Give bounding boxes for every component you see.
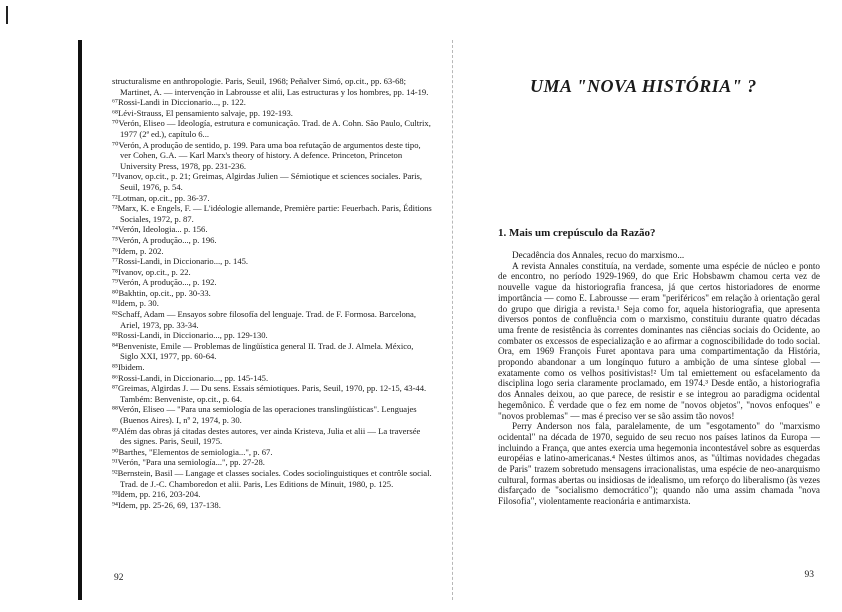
- footnote: ⁷⁶Idem, p. 202.: [112, 245, 164, 256]
- section-heading: 1. Mais um crepúsculo da Razão?: [498, 227, 656, 239]
- scan-edge-mark: [6, 6, 8, 24]
- footnotes-list: [112, 76, 432, 510]
- footnote: ⁶⁸Lévi-Strauss, El pensamiento salvaje, pp. 192-193.: [112, 107, 293, 118]
- footnote: ⁷⁷Rossi-Landi, in Diccionario..., p. 145.: [112, 256, 249, 267]
- page-gutter: [452, 40, 454, 600]
- footnote: ⁸⁷Greimas, Algirdas J. — Du sens. Essais sémiotiques. Paris, Seuil, 1970, pp. 12-15, 43-44. Também: Benveniste, op.cit., p. 64.: [112, 383, 427, 404]
- page-number: 92: [114, 573, 124, 583]
- footnote: ⁹⁴Idem, pp. 25-26, 69, 137-138.: [112, 499, 221, 510]
- footnote: ⁹²Bernstein, Basil — Langage et classes sociales. Codes sociolinguistiques et contrôle social. Trad. de J.-C. Chamboredon et alii. Paris, Les Editions de Minuit, 1980, p. 125.: [112, 467, 432, 489]
- footnote: ⁹³Idem, pp. 216, 203-204.: [112, 489, 201, 500]
- footnote: ⁹⁰Barthes, "Elementos de semiologia...", p. 67.: [112, 446, 273, 457]
- footnote: ⁷³Marx, K. e Engels, F. — L'idéologie allemande, Première partie: Feuerbach. Paris, Éditions Sociales, 1972, p. 87.: [112, 203, 432, 224]
- footnote: ⁷⁰Verón, A produção de sentido, p. 199. Para uma boa refutação de argumentos deste tipo, ver Cohen, G.A. — Karl Marx's theory of history. A defence. Princeton, Princeton University Press, 1978, pp. 231-236.: [112, 139, 421, 171]
- paragraph: A revista Annales constituía, na verdade, somente uma espécie de núcleo e ponto de encontro, no período 1929-1969, do que Eric Hobsbawm chamou certa vez de nouvelle vague da historiografia francesa, já que certos historiadores de enorme importância — como E. Labrousse — eram "periféricos" em relação à orientação geral do grupo que dirigia a revista.¹ Seja como for, aquela historiografia, que apresenta diversos pontos de confluência com o marxismo, constituiu durante quatro décadas uma frente de resistência às correntes dominantes nas ciências sociais do Ocidente, ao combater os excessos de especialização e ao afirmar a cognoscibilidade do todo social. Ora, em 1969 François Furet apontava para uma compartimentação da História, propondo abandonar a um longínquo futuro a ambição de uma síntese global — exatamente como os velhos positivistas!² Um tal emiettement ou esfacelamento da disciplina logo seria claramente proclamado, em 1974.³ Desde então, a historiografia dos Annales deixou, ao que parece, de resistir e se integrou ao paradigma ocidental hegemônico. É verdade que o fez em nome de "novos objetos", "novos enfoques" e "novos problemas" — mas é preciso ver se são assim tão novos!: [498, 260, 820, 421]
- page-number: 93: [804, 570, 814, 580]
- footnote: ⁷⁸Ivanov, op.cit., p. 22.: [112, 266, 191, 277]
- footnote: ⁷²Lotman, op.cit., pp. 36-37.: [112, 192, 210, 203]
- left-page: [78, 40, 430, 600]
- footnote: ⁸⁸Verón, Eliseo — "Para una semiología de las operaciones translingüísticas". Lenguajes (Buenos Aires). I, nº 2, 1974, p. 30.: [112, 404, 417, 425]
- footnote: ⁸⁶Rossi-Landi, in Diccionario..., pp. 145-145.: [112, 372, 269, 383]
- footnote: ⁸⁰Bakhtin, op.cit., pp. 30-33.: [112, 287, 211, 298]
- footnote: ⁷¹Ivanov, op.cit., p. 21; Greimas, Algirdas Julien — Sémiotique et sciences sociales. Paris, Seuil, 1976, p. 54.: [112, 171, 423, 192]
- right-page: [470, 40, 822, 600]
- footnote: ⁹¹Verón, "Para una semiología...", pp. 27-28.: [112, 457, 265, 468]
- chapter-title: UMA "NOVA HISTÓRIA" ?: [530, 76, 757, 96]
- footnote: structuralisme en anthropologie. Paris, Seuil, 1968; Peñalver Simó, op.cit., pp. 63-68; Martinet, A. — intervenção in Labrousse et alii, Las estructuras y los hombres, pp. 14-19.: [112, 76, 429, 97]
- footnote: ⁸⁵Ibidem.: [112, 362, 145, 373]
- footnote: ⁷⁹Verón, A produção..., p. 192.: [112, 277, 217, 288]
- footnote: ⁸²Schaff, Adam — Ensayos sobre filosofía del lenguaje. Trad. de F. Formosa. Barcelona, Ariel, 1973, pp. 33-34.: [112, 309, 417, 330]
- footnote: ⁷⁰Verón, Eliseo — Ideología, estrutura e comunicação. Trad. de A. Cohn. São Paulo, Cultrix, 1977 (2ª ed.), capítulo 6...: [112, 118, 431, 139]
- footnote: ⁸⁹Além das obras já citadas destes autores, ver ainda Kristeva, Julia et alii — La traversée des signes. Paris, Seuil, 1975.: [112, 425, 421, 447]
- footnote: ⁸¹Idem, p. 30.: [112, 298, 159, 309]
- body-text: [498, 250, 820, 507]
- footnote: ⁷⁵Verón, A produção..., p. 196.: [112, 234, 217, 245]
- paragraph: Perry Anderson nos fala, paralelamente, de um "esgotamento" do "marxismo ocidental" na década de 1970, seguido de seu recuo nos países latinos da Europa — incluindo a França, que antes exercia uma hegemonia incontestável sobre as esquerdas européias e latino-americanas.⁴ Nestes últimos anos, as "últimas novidades chegadas de Paris" trazem sobretudo mensagens irracionalistas, uma espécie de neo-anarquismo cultural, formas abertas ou insidiosas de idealismo, um reforço do liberalismo (às vezes disfarçado de "socialismo democrático"); quando não uma assim chamada "nova Filosofia", violentamente reacionária e antimarxista.: [498, 421, 820, 507]
- footnote: ⁶⁷Rossi-Landi in Diccionario..., p. 122.: [112, 97, 246, 108]
- footnote: ⁷⁴Verón, Ideologia... p. 156.: [112, 224, 208, 235]
- paragraph: Decadência dos Annales, recuo do marxismo...: [512, 250, 685, 260]
- footnote: ⁸⁴Benveniste, Emile — Problemas de lingüística general II. Trad. de J. Almela. México, Siglo XXI, 1977, pp. 60-64.: [112, 340, 414, 362]
- footnote: ⁸³Rossi-Landi, in Diccionario..., pp. 129-130.: [112, 330, 268, 341]
